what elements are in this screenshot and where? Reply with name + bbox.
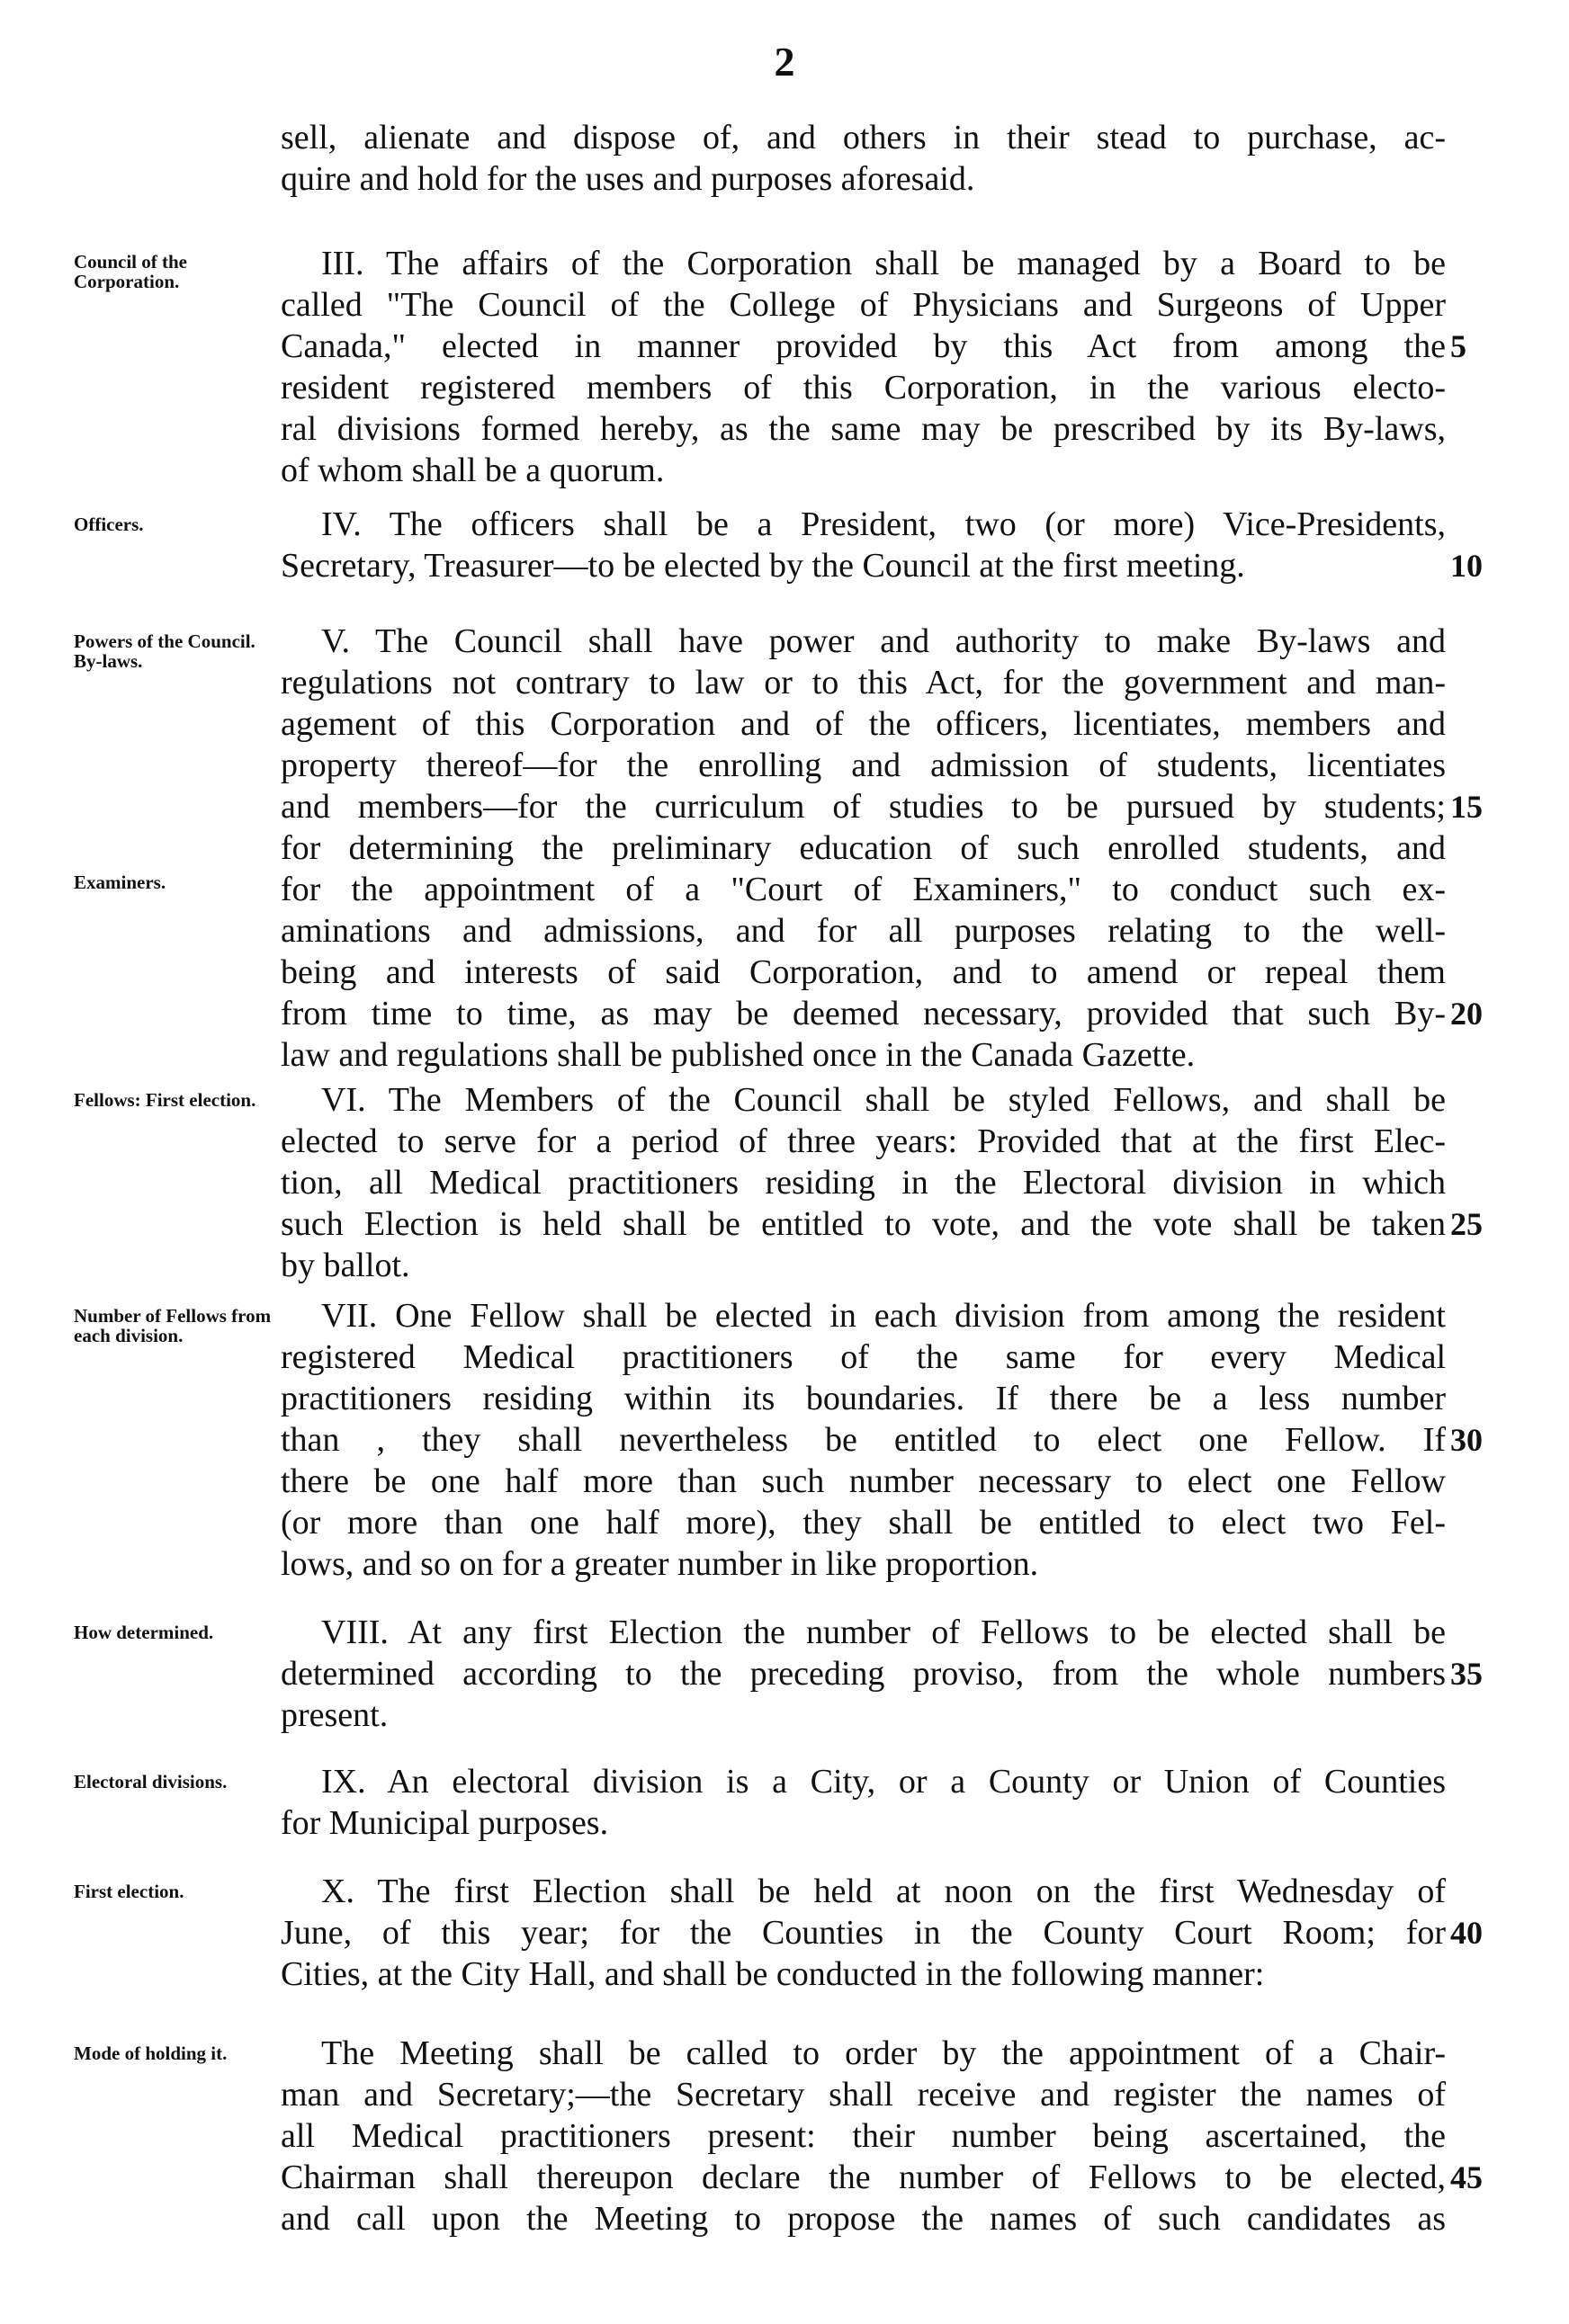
text-line: The Meeting shall be called to order by the appointment of a Chair-	[321, 2034, 1446, 2072]
text-line: IV. The officers shall be a President, two (or more) Vice-Presidents,	[321, 505, 1446, 543]
text-line: present.	[281, 1696, 389, 1734]
text-line: Chairman shall thereupon declare the number of Fellows to be elected,	[281, 2159, 1446, 2196]
text-line: for the appointment of a "Court of Examiners," to conduct such ex-	[281, 871, 1446, 908]
text-line: aminations and admissions, and for all purposes relating to the well-	[281, 912, 1446, 950]
margin-note: Electoral divisions.	[74, 1771, 228, 1792]
text-line: resident registered members of this Corporation, in the various electo-	[281, 369, 1446, 407]
section-text	[281, 2033, 1446, 2239]
section-text	[281, 1079, 1446, 1286]
text-line: registered Medical practitioners of the same for every Medical	[281, 1338, 1446, 1376]
text-line: elected to serve for a period of three years: Provided that at the first Elec-	[281, 1122, 1446, 1160]
page-number: 2	[774, 39, 795, 85]
text-line: Cities, at the City Hall, and shall be conducted in the following manner:	[281, 1955, 1265, 1993]
text-line: quire and hold for the uses and purposes aforesaid.	[281, 160, 975, 198]
text-line: property thereof—for the enrolling and admission of students, licentiates	[281, 746, 1446, 784]
section-text	[281, 1871, 1446, 1995]
text-line: from time to time, as may be deemed necessary, provided that such By-	[281, 995, 1446, 1032]
text-line: June, of this year; for the Counties in the County Court Room; for	[281, 1914, 1446, 1952]
text-line: law and regulations shall be published once in the Canada Gazette.	[281, 1036, 1196, 1074]
text-line: regulations not contrary to law or to this Act, for the government and man-	[281, 664, 1446, 702]
text-line: ral divisions formed hereby, as the same may be prescribed by its By-laws,	[281, 410, 1446, 448]
text-line: for Municipal purposes.	[281, 1804, 609, 1842]
margin-note: First election.	[74, 1881, 184, 1902]
text-line: IX. An electoral division is a City, or a County or Union of Counties	[321, 1763, 1446, 1801]
text-line: Secretary, Treasurer—to be elected by the Council at the first meeting.	[281, 547, 1245, 585]
line-number: 5	[1450, 328, 1466, 364]
margin-note: Fellows: First election.	[74, 1089, 256, 1111]
margin-note: Council of the Corporation.	[74, 251, 187, 292]
line-number: 25	[1450, 1206, 1483, 1242]
text-line: X. The first Election shall be held at noon on the first Wednesday of	[321, 1873, 1446, 1910]
section-text	[281, 1761, 1446, 1844]
line-number: 20	[1450, 996, 1483, 1032]
text-line: and members—for the curriculum of studies to be pursued by students;	[281, 788, 1446, 826]
text-line: VI. The Members of the Council shall be styled Fellows, and shall be	[321, 1081, 1446, 1119]
margin-note: Powers of the Council. By-laws.	[74, 630, 256, 672]
text-line: there be one half more than such number necessary to elect one Fellow	[281, 1462, 1446, 1500]
text-line: such Election is held shall be entitled to vote, and the vote shall be taken	[281, 1205, 1446, 1243]
text-line: and call upon the Meeting to propose the names of such candidates as	[281, 2200, 1446, 2238]
text-line: practitioners residing within its boundaries. If there be a less number	[281, 1380, 1446, 1417]
text-line: VII. One Fellow shall be elected in each division from among the resident	[321, 1297, 1446, 1335]
text-line: called "The Council of the College of Physicians and Surgeons of Upper	[281, 286, 1446, 324]
section-text	[281, 1612, 1446, 1736]
text-line: all Medical practitioners present: their number being ascertained, the	[281, 2117, 1446, 2155]
margin-note: Officers.	[74, 514, 144, 535]
text-line: lows, and so on for a greater number in like proportion.	[281, 1545, 1039, 1583]
text-line: (or more than one half more), they shall be entitled to elect two Fel-	[281, 1504, 1446, 1542]
text-line: of whom shall be a quorum.	[281, 451, 665, 489]
text-line: man and Secretary;—the Secretary shall receive and register the names of	[281, 2076, 1446, 2114]
line-number: 35	[1450, 1656, 1483, 1692]
text-line: than , they shall nevertheless be entitled to elect one Fellow. If	[281, 1421, 1446, 1459]
line-number: 30	[1450, 1422, 1483, 1458]
line-number: 10	[1450, 548, 1483, 584]
text-line: V. The Council shall have power and authority to make By-laws and	[321, 622, 1446, 660]
margin-note: How determined.	[74, 1622, 214, 1643]
section-text	[281, 1295, 1446, 1585]
text-line: VIII. At any first Election the number of Fellows to be elected shall be	[321, 1613, 1446, 1651]
line-number: 45	[1450, 2159, 1483, 2195]
section-text	[281, 504, 1446, 586]
section-text	[281, 117, 1446, 200]
text-line: III. The affairs of the Corporation shall be managed by a Board to be	[321, 245, 1446, 282]
line-number: 40	[1450, 1915, 1483, 1951]
margin-note: Number of Fellows from each division.	[74, 1305, 272, 1346]
section-text	[281, 243, 1446, 491]
text-line: agement of this Corporation and of the officers, licentiates, members and	[281, 705, 1446, 743]
section-text	[281, 621, 1446, 1076]
text-line: for determining the preliminary education of such enrolled students, and	[281, 829, 1446, 867]
margin-note: Mode of holding it.	[74, 2042, 228, 2064]
margin-note-secondary: Examiners.	[74, 872, 166, 893]
text-line: by ballot.	[281, 1247, 410, 1284]
text-line: being and interests of said Corporation, and to amend or repeal them	[281, 953, 1446, 991]
text-line: tion, all Medical practitioners residing in the Electoral division in which	[281, 1164, 1446, 1202]
text-line: sell, alienate and dispose of, and others in their stead to purchase, ac-	[281, 119, 1446, 156]
line-number: 15	[1450, 789, 1483, 825]
text-line: Canada," elected in manner provided by this Act from among the	[281, 327, 1446, 365]
text-line: determined according to the preceding proviso, from the whole numbers	[281, 1655, 1446, 1693]
